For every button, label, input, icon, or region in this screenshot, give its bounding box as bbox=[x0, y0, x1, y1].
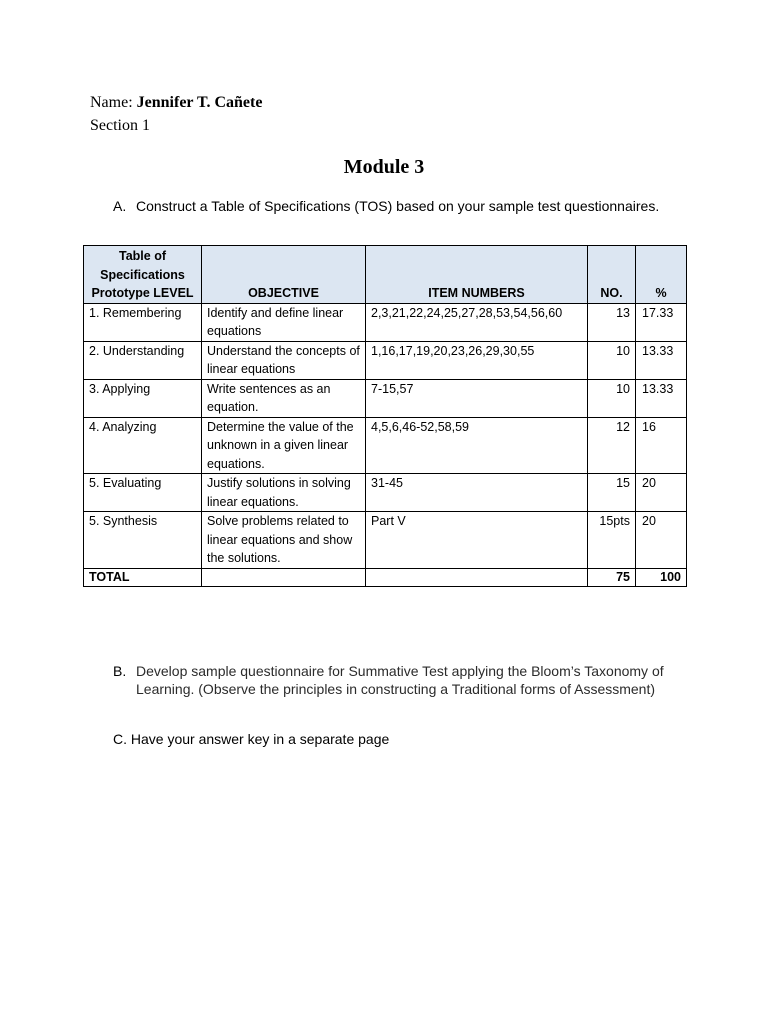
total-percent: 100 bbox=[636, 568, 687, 586]
total-count: 75 bbox=[588, 568, 636, 586]
column-header-objective: OBJECTIVE bbox=[202, 246, 366, 304]
level-cell: 1. Remembering bbox=[84, 303, 202, 341]
level-cell: 5. Evaluating bbox=[84, 474, 202, 512]
count-cell: 15pts bbox=[588, 512, 636, 569]
instruction-a-marker: A. bbox=[113, 198, 127, 214]
count-cell: 12 bbox=[588, 417, 636, 474]
percent-cell: 13.33 bbox=[636, 379, 687, 417]
instruction-a bbox=[113, 197, 676, 215]
count-cell: 10 bbox=[588, 341, 636, 379]
objective-cell: Determine the value of the unknown in a given linear equations. bbox=[202, 417, 366, 474]
objective-cell: Justify solutions in solving linear equations. bbox=[202, 474, 366, 512]
table-row bbox=[84, 379, 687, 417]
item-numbers-cell: 31-45 bbox=[366, 474, 588, 512]
table-row bbox=[84, 417, 687, 474]
objective-cell: Identify and define linear equations bbox=[202, 303, 366, 341]
percent-cell: 17.33 bbox=[636, 303, 687, 341]
item-numbers-cell: 4,5,6,46-52,58,59 bbox=[366, 417, 588, 474]
total-objective-cell bbox=[202, 568, 366, 586]
total-row bbox=[84, 568, 687, 586]
percent-cell: 20 bbox=[636, 512, 687, 569]
table-header-row bbox=[84, 246, 687, 304]
instruction-b-text: Develop sample questionnaire for Summative Test applying the Bloom’s Taxonomy of Learning. (Observe the principles in constructing a Traditional forms of Assessment) bbox=[136, 663, 664, 697]
column-header-item-numbers: ITEM NUMBERS bbox=[366, 246, 588, 304]
name-line bbox=[90, 94, 262, 112]
level-cell: 4. Analyzing bbox=[84, 417, 202, 474]
item-numbers-cell: 1,16,17,19,20,23,26,29,30,55 bbox=[366, 341, 588, 379]
objective-cell: Write sentences as an equation. bbox=[202, 379, 366, 417]
page-title: Module 3 bbox=[343, 156, 425, 178]
table-row bbox=[84, 341, 687, 379]
instruction-c-text: C. Have your answer key in a separate page bbox=[113, 731, 390, 747]
percent-cell: 16 bbox=[636, 417, 687, 474]
table-row bbox=[84, 474, 687, 512]
tos-table bbox=[83, 245, 687, 587]
count-cell: 13 bbox=[588, 303, 636, 341]
count-cell: 15 bbox=[588, 474, 636, 512]
level-cell: 5. Synthesis bbox=[84, 512, 202, 569]
total-items-cell bbox=[366, 568, 588, 586]
item-numbers-cell: 2,3,21,22,24,25,27,28,53,54,56,60 bbox=[366, 303, 588, 341]
table-row bbox=[84, 303, 687, 341]
column-header-percent: % bbox=[636, 246, 687, 304]
total-label: TOTAL bbox=[84, 568, 202, 586]
table-row bbox=[84, 512, 687, 569]
objective-cell: Solve problems related to linear equations and show the solutions. bbox=[202, 512, 366, 569]
section-label: Section 1 bbox=[90, 117, 150, 134]
percent-cell: 13.33 bbox=[636, 341, 687, 379]
instruction-b-marker: B. bbox=[113, 663, 127, 679]
column-header-level: Table of Specifications Prototype LEVEL bbox=[84, 246, 202, 304]
instruction-b bbox=[113, 662, 676, 698]
percent-cell: 20 bbox=[636, 474, 687, 512]
item-numbers-cell: 7-15,57 bbox=[366, 379, 588, 417]
column-header-no: NO. bbox=[588, 246, 636, 304]
student-name: Jennifer T. Cañete bbox=[136, 94, 263, 111]
objective-cell: Understand the concepts of linear equations bbox=[202, 341, 366, 379]
level-cell: 2. Understanding bbox=[84, 341, 202, 379]
count-cell: 10 bbox=[588, 379, 636, 417]
instruction-c bbox=[113, 730, 653, 748]
instruction-a-text: Construct a Table of Specifications (TOS) based on your sample test questionnaires. bbox=[136, 198, 660, 214]
level-cell: 3. Applying bbox=[84, 379, 202, 417]
name-label: Name: bbox=[90, 94, 133, 111]
item-numbers-cell: Part V bbox=[366, 512, 588, 569]
